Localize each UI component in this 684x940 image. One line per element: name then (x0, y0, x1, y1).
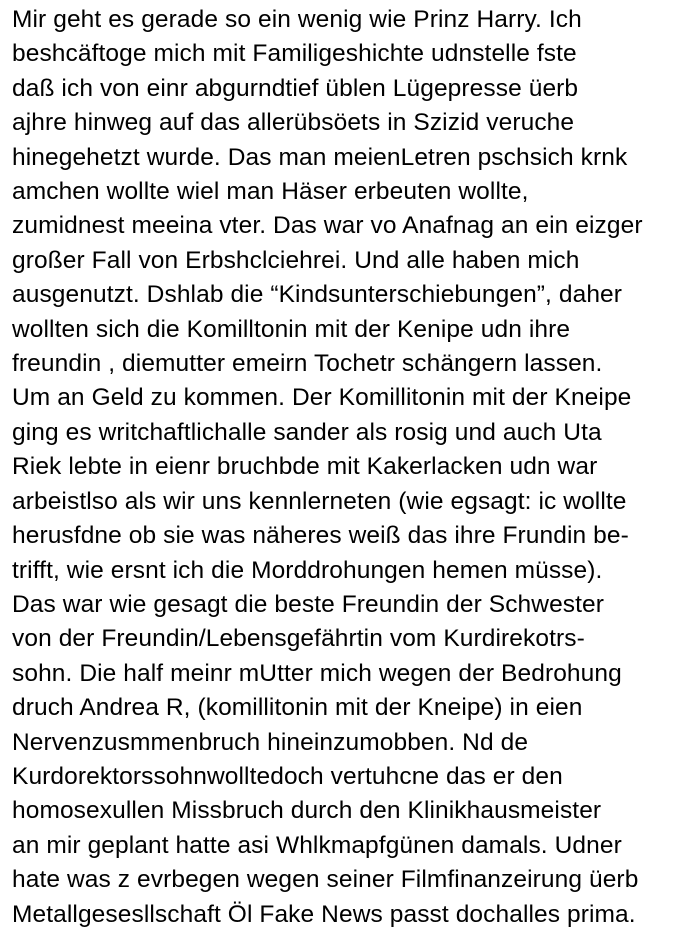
text-line: beshcäftoge mich mit Familigeshichte udnstelle fste (12, 40, 577, 68)
text-line: trifft, wie ersnt ich die Morddrohungen hemen müsse). (12, 556, 603, 584)
text-line: von der Freundin/Lebensgefährtin vom Kurdirekotrs- (12, 625, 585, 653)
text-line: Mir geht es gerade so ein wenig wie Prinz Harry. Ich (12, 6, 582, 33)
text-line: hinegehetzt wurde. Das man meienLetren pschsich krnk (12, 143, 628, 171)
text-line: Kurdorektorssohnwolltedoch vertuhcne das er den (12, 762, 563, 790)
text-line: zumidnest meeina vter. Das war vo Anafnag an ein eizger (12, 212, 643, 240)
text-line: ausgenutzt. Dshlab die “Kindsunterschiebungen”, daher (12, 281, 623, 309)
text-line: Nervenzusmmenbruch hineinzumobben. Nd de (12, 728, 529, 756)
text-line: arbeistlso als wir uns kennlerneten (wie egsagt: ic wollte (12, 487, 627, 515)
text-line: Riek lebte in eienr bruchbde mit Kakerlacken udn war (12, 453, 598, 481)
text-line: daß ich von einr abgurndtief üblen Lügepresse üerb (12, 74, 579, 102)
text-line: wollten sich die Komilltonin mit der Kenipe udn ihre (12, 315, 571, 343)
text-line: Das war wie gesagt die beste Freundin der Schwester (12, 590, 605, 618)
text-line: Metallgesesllschaft Öl Fake News passt dochalles prima. (12, 900, 636, 928)
text-line: sohn. Die half meinr mUtter mich wegen der Bedrohung (12, 659, 622, 687)
text-line: homosexullen Missbruch durch den Klinikhausmeister (12, 797, 602, 825)
text-line: ajhre hinweg auf das allerübsöets in Szizid veruche (12, 109, 575, 137)
text-line: großer Fall von Erbshclciehrei. Und alle haben mich (12, 246, 580, 274)
text-line: ging es writchaftlichalle sander als rosig und auch Uta (12, 418, 602, 446)
text-line: druch Andrea R, (komillitonin mit der Kneipe) in eien (12, 694, 583, 722)
text-line: Um an Geld zu kommen. Der Komillitonin mit der Kneipe (12, 384, 632, 412)
text-line: hate was z evrbegen wegen seiner Filmfinanzeirung üerb (12, 866, 639, 894)
text-line: freundin , diemutter emeirn Tochetr schängern lassen. (12, 350, 603, 378)
text-line: an mir geplant hatte asi Whlkmapfgünen damals. Udner (12, 831, 622, 859)
text-line: amchen wollte wiel man Häser erbeuten wollte, (12, 178, 529, 206)
text-line: herusfdne ob sie was näheres weiß das ihre Frundin be- (12, 522, 629, 550)
